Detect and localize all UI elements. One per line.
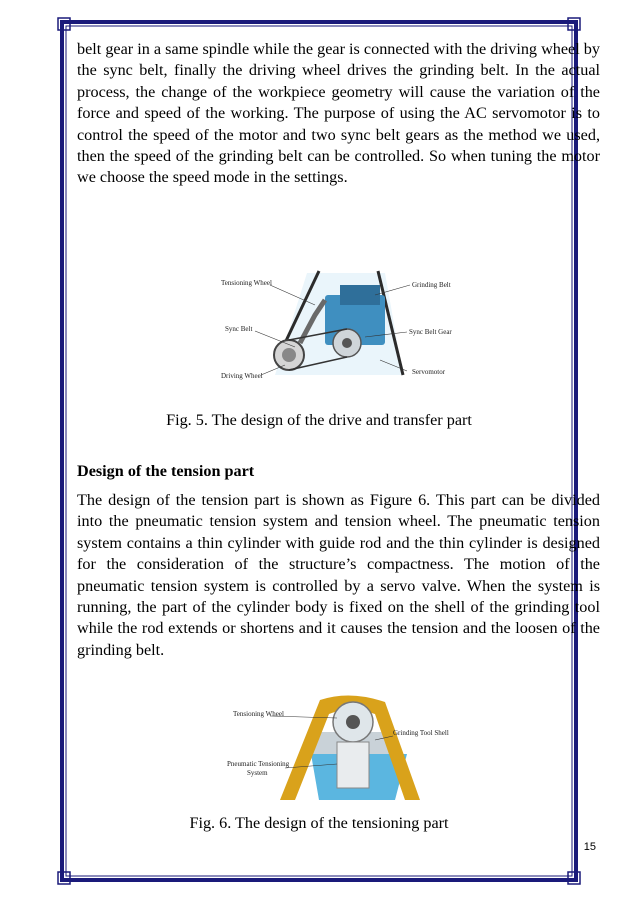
label-driving-wheel: Driving Wheel xyxy=(221,372,263,380)
body-paragraph-1: belt gear in a same spindle while the gear is connected with the driving wheel by the sync belt, finally the driving wheel drives the grinding belt. In the actual process, the change of the workpiece geometry will cause the variation of the force and speed of the working. The purpose of using the AC servomotor is to control the speed of the motor and two sync belt gears as the method we used, then the speed of the grinding belt can be controlled. So when tuning the motor we choose the speed mode in the settings. xyxy=(77,40,600,187)
section-heading: Design of the tension part xyxy=(77,462,255,480)
label-grinding-belt: Grinding Belt xyxy=(412,281,451,289)
figure-5-drive-diagram xyxy=(215,265,465,385)
label-servomotor: Servomotor xyxy=(412,368,446,376)
body-paragraph-2: The design of the tension part is shown as Figure 6. This part can be divided into the pneumatic tension system and tension wheel. The pneumatic tension system contains a thin cylinder with guide rod and the thin cylinder is designed for the consideration of the structure’s compactness. The motion of the pneumatic tension system is controlled by a servo valve. When the system is running, the part of the cylinder body is fixed on the shell of the grinding tool while the rod extends or shortens and it causes the tension and the loosen of the grinding belt. xyxy=(77,491,600,659)
figure-6-tension-diagram xyxy=(225,692,465,800)
label-tensioning-wheel: Tensioning Wheel xyxy=(221,279,272,287)
label-sync-belt-gear: Sync Belt Gear xyxy=(409,328,452,336)
label-pneumatic-system: System xyxy=(247,769,268,777)
figure-5-caption: Fig. 5. The design of the drive and transfer part xyxy=(166,411,472,429)
label-sync-belt: Sync Belt xyxy=(225,325,253,333)
label-tensioning-wheel-6: Tensioning Wheel xyxy=(233,710,284,718)
label-pneumatic-tensioning: Pneumatic Tensioning xyxy=(227,760,290,768)
label-grinding-tool-shell: Grinding Tool Shell xyxy=(393,729,449,737)
page-number: 15 xyxy=(583,841,596,853)
figure-6-caption: Fig. 6. The design of the tensioning part xyxy=(189,814,449,832)
